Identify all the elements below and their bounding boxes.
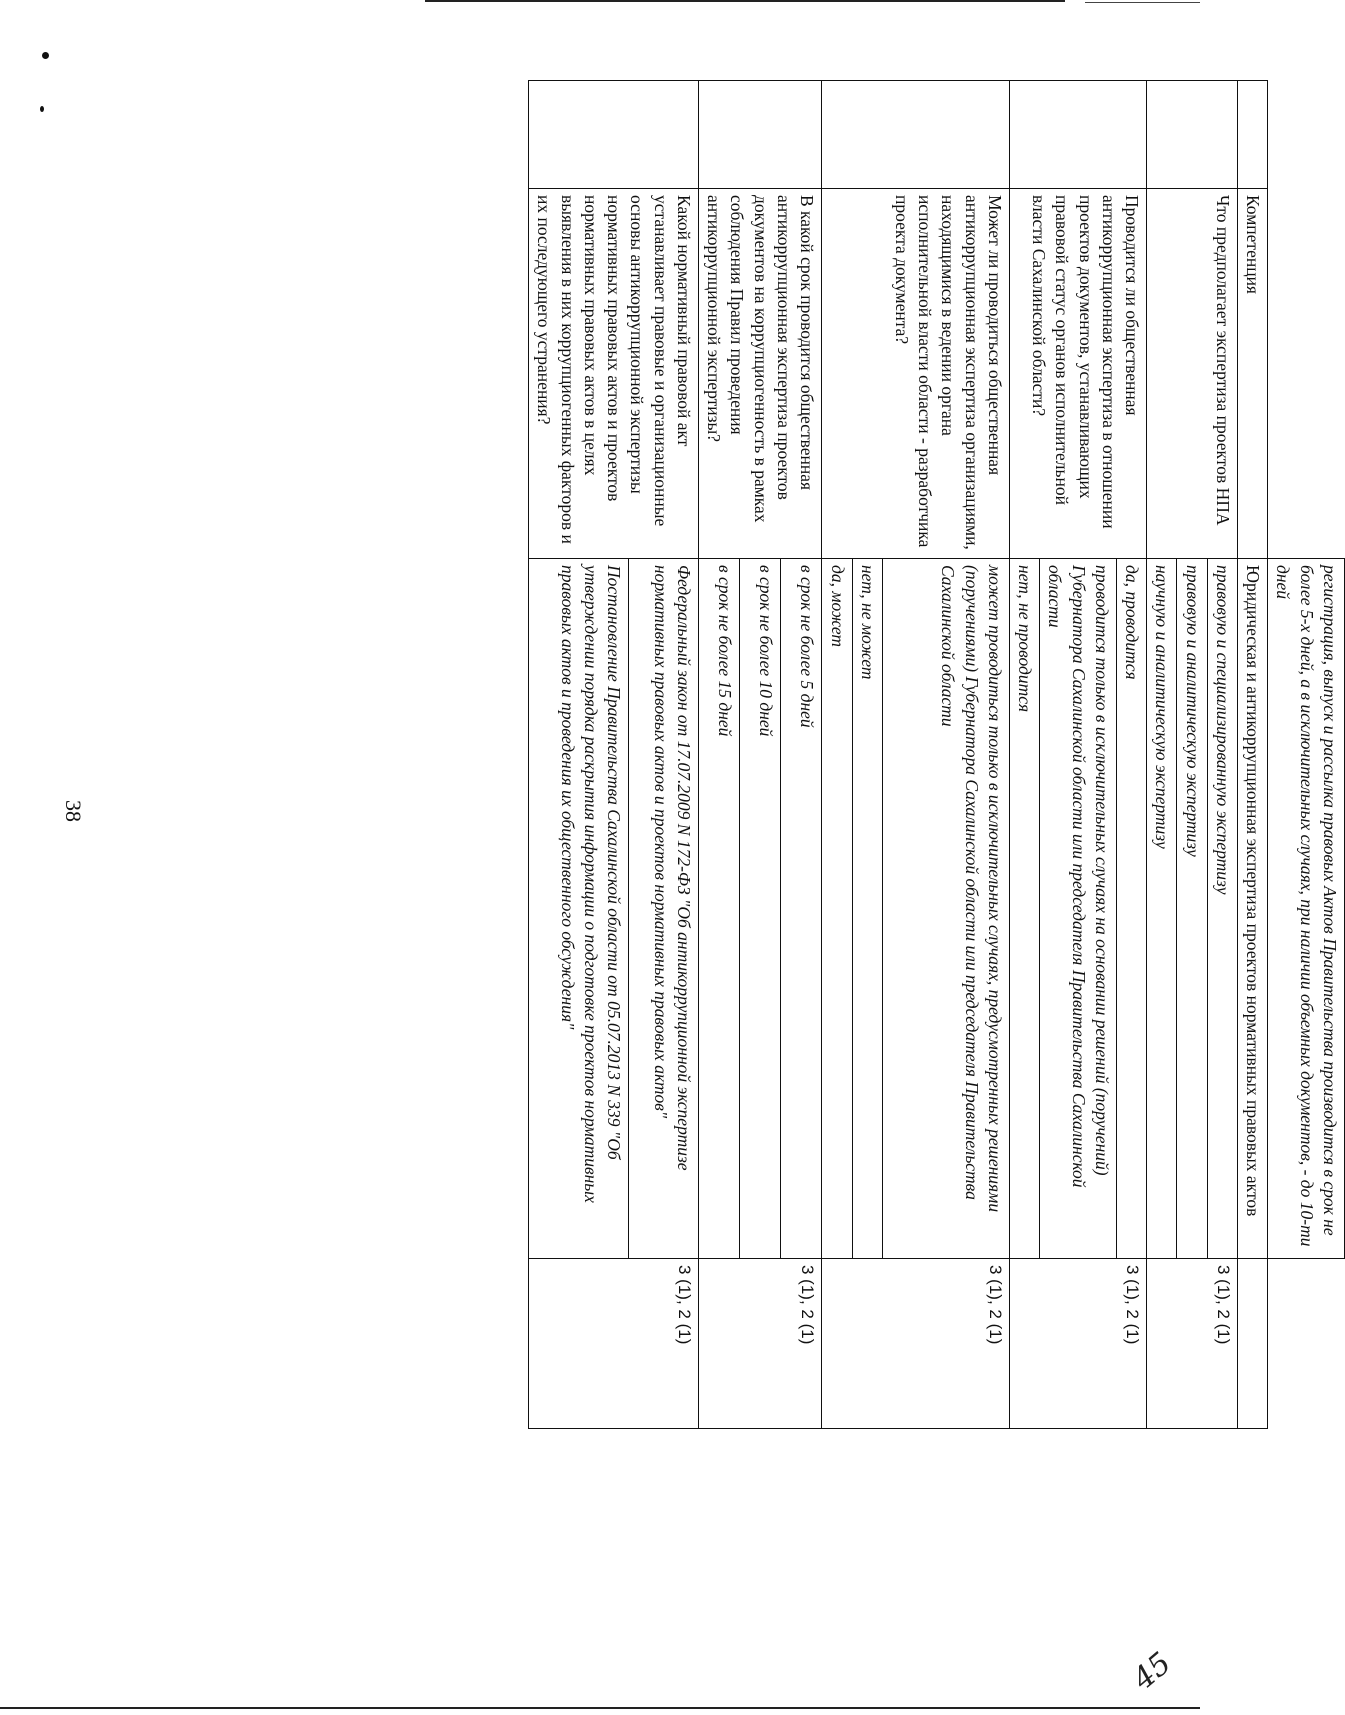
question-cell: Что предполагает экспертиза проектов НПА [1147,189,1238,559]
table-row [882,81,1009,1561]
scan-edge-bottom [0,1707,1200,1709]
handwritten-note: 45 [1126,1645,1178,1698]
answer-option: проводится только в исключительных случаях на основании решений (поручений) Губернатора Сахалинской области или председателя Правительства Сахалинской области [1040,559,1117,1259]
page-number: 38 [61,800,86,822]
code-cell: 3 (1), 2 (1) [698,1259,821,1429]
header-competence: Компетенция [1237,189,1267,559]
answer-option: в срок не более 15 дней [698,559,739,1259]
competence-table [528,80,1345,1561]
table-row [629,81,699,1561]
scan-speck [40,106,44,112]
answer-option: правовую и специализированную экспертизу [1207,559,1237,1259]
answer-option: Постановление Правительства Сахалинской области от 05.07.2013 N 339 "Об утверждении порядка раскрытия информации о подготовке проектов нормативных правовых актов и проведения их общественного обсуждения" [529,559,629,1259]
scan-edge-top [425,0,1065,2]
answer-option: нет, не может [852,559,882,1259]
rotated-table-wrapper [195,80,1345,1560]
table-row-intro [1268,81,1345,1561]
scan-edge-top-right [1085,2,1200,3]
answer-option: научную и аналитическую экспертизу [1147,559,1177,1259]
table-row [781,81,822,1561]
scan-speck [42,52,49,59]
intro-text: регистрация, выпуск и рассылка правовых Актов Правительства производится в срок не более 5-х дней, а в исключительных случаях, при наличии объемных документов, - до 10-ти дней [1268,559,1345,1259]
answer-option: нет, не проводится [1009,559,1039,1259]
answer-option: правовую и аналитическую экспертизу [1177,559,1207,1259]
question-cell: В какой срок проводится общественная антикоррупционная экспертиза проектов документов на коррупциогенность в рамках соблюдения Правил проведения антикоррупционной экспертизы? [698,189,821,559]
question-cell: Какой нормативный правовой акт устанавливает правовые и организационные основы антикоррупционной экспертизы нормативных правовых актов и проектов нормативных правовых актов в целях выявления в них коррупциогенных факторов и их последующего устранения? [529,189,699,559]
answer-option: в срок не более 5 дней [781,559,822,1259]
answer-option: да, проводится [1116,559,1146,1259]
code-cell: 3 (1), 2 (1) [529,1259,699,1429]
title-option: Юридическая и антикоррупционная экспертиза проектов нормативных правовых актов [1237,559,1267,1259]
code-cell: 3 (1), 2 (1) [822,1259,1010,1429]
question-cell: Проводится ли общественная антикоррупционная экспертиза в отношении проектов документов, устанавливающих правовой статус органов исполнительной власти Сахалинской области? [1009,189,1146,559]
table-row-header [1237,81,1267,1561]
answer-option: да, может [822,559,852,1259]
question-cell: Может ли проводиться общественная антикоррупционная экспертиза организациями, находящимися в ведении органа исполнительной власти области - разработчика проекта документа? [822,189,1010,559]
table-row [1116,81,1146,1561]
answer-option: может проводиться только в исключительных случаях, предусмотренных решениями (поручениями) Губернатора Сахалинской области или председателя Правительства Сахалинской области [882,559,1009,1259]
code-cell: 3 (1), 2 (1) [1009,1259,1146,1429]
answer-option: Федеральный закон от 17.07.2009 N 172-ФЗ "Об антикоррупционной экспертизе нормативных правовых актов и проектов нормативных правовых актов" [629,559,699,1259]
code-cell: 3 (1), 2 (1) [1147,1259,1238,1429]
table-row [1207,81,1237,1561]
answer-option: в срок не более 10 дней [740,559,781,1259]
